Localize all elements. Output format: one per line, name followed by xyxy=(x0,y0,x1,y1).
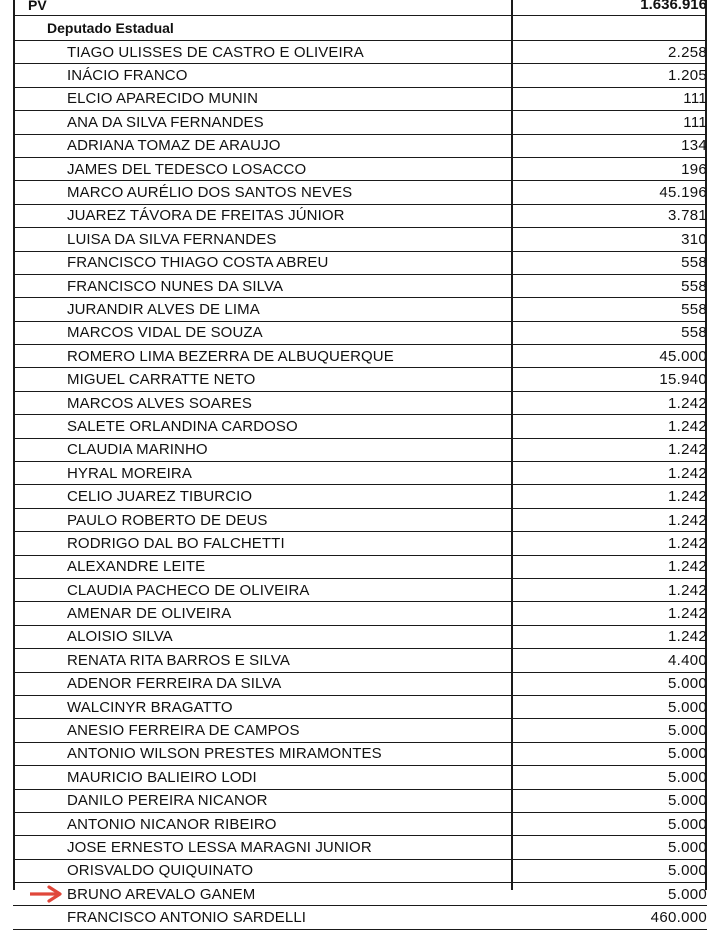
candidate-name: ORISVALDO QUIQUINATO xyxy=(67,862,254,880)
table-row xyxy=(13,321,707,344)
candidate-name: JUAREZ TÁVORA DE FREITAS JÚNIOR xyxy=(67,207,345,225)
donation-value: 558 xyxy=(512,251,707,274)
donation-value: 2.258 xyxy=(512,41,707,64)
candidate-name: ANA DA SILVA FERNANDES xyxy=(67,113,264,131)
table-row xyxy=(13,578,707,601)
candidate-name: CLAUDIA MARINHO xyxy=(67,441,208,459)
donation-value: 1.242 xyxy=(512,415,707,438)
donation-value: 45.196 xyxy=(512,181,707,204)
donation-value: 5.000 xyxy=(512,742,707,765)
candidate-name: RODRIGO DAL BO FALCHETTI xyxy=(67,534,285,552)
candidate-name: FRANCISCO ANTONIO SARDELLI xyxy=(67,909,307,927)
candidate-name: HYRAL MOREIRA xyxy=(67,464,192,482)
donation-value: 558 xyxy=(512,298,707,321)
donation-value: 5.000 xyxy=(512,789,707,812)
donation-value: 134 xyxy=(512,134,707,157)
candidate-name: SALETE ORLANDINA CARDOSO xyxy=(67,417,298,435)
candidate-name: MARCO AURÉLIO DOS SANTOS NEVES xyxy=(67,184,353,202)
table-row xyxy=(13,438,707,461)
candidate-name: ROMERO LIMA BEZERRA DE ALBUQUERQUE xyxy=(67,347,394,365)
donation-value: 310 xyxy=(512,228,707,251)
candidate-name: TIAGO ULISSES DE CASTRO E OLIVEIRA xyxy=(67,43,364,61)
table-row xyxy=(13,368,707,391)
donation-value: 4.400 xyxy=(512,649,707,672)
candidate-name: FRANCISCO THIAGO COSTA ABREU xyxy=(67,254,329,272)
table-row xyxy=(13,789,707,812)
table-row xyxy=(13,391,707,414)
donation-value: 1.205 xyxy=(512,64,707,87)
candidate-name: MARCOS VIDAL DE SOUZA xyxy=(67,324,263,342)
donation-value: 5.000 xyxy=(512,836,707,859)
donation-value: 196 xyxy=(512,157,707,180)
donation-value: 1.242 xyxy=(512,438,707,461)
table-row xyxy=(13,415,707,438)
candidate-name: DANILO PEREIRA NICANOR xyxy=(67,792,268,810)
table-row xyxy=(13,345,707,368)
candidate-name: MARCOS ALVES SOARES xyxy=(67,394,253,412)
table-row xyxy=(13,742,707,765)
table-row xyxy=(13,602,707,625)
candidate-name: ALOISIO SILVA xyxy=(67,628,173,646)
donation-value: 15.940 xyxy=(512,368,707,391)
candidate-name: ELCIO APARECIDO MUNIN xyxy=(67,90,259,108)
table-row xyxy=(13,672,707,695)
table-row xyxy=(13,836,707,859)
donation-value: 111 xyxy=(512,111,707,134)
table-row xyxy=(13,181,707,204)
table-row xyxy=(13,532,707,555)
donation-value: 5.000 xyxy=(512,719,707,742)
candidate-name: ADRIANA TOMAZ DE ARAUJO xyxy=(67,137,281,155)
candidate-name: RENATA RITA BARROS E SILVA xyxy=(67,651,290,669)
table-row xyxy=(13,204,707,227)
table-row xyxy=(13,812,707,835)
donation-value: 5.000 xyxy=(512,766,707,789)
table-row xyxy=(13,719,707,742)
party-name: PV xyxy=(28,0,47,13)
table-row xyxy=(13,508,707,531)
table-row xyxy=(13,883,707,906)
table-row xyxy=(13,462,707,485)
table-row xyxy=(13,695,707,718)
candidate-name: JURANDIR ALVES DE LIMA xyxy=(67,300,260,318)
candidate-name: ANESIO FERREIRA DE CAMPOS xyxy=(67,722,300,740)
category-row xyxy=(13,16,707,41)
donation-value: 1.242 xyxy=(512,555,707,578)
donation-value: 1.242 xyxy=(512,391,707,414)
donation-value: 1.242 xyxy=(512,625,707,648)
donation-value: 3.781 xyxy=(512,204,707,227)
table-row xyxy=(13,41,707,64)
donation-value: 1.242 xyxy=(512,485,707,508)
candidate-name: ADENOR FERREIRA DA SILVA xyxy=(67,675,282,693)
table-row xyxy=(13,555,707,578)
candidate-name: FRANCISCO NUNES DA SILVA xyxy=(67,277,284,295)
donation-value: 1.242 xyxy=(512,578,707,601)
donation-value: 460.000 xyxy=(512,906,707,929)
table-row xyxy=(13,87,707,110)
table-row xyxy=(13,298,707,321)
candidate-name: ANTONIO WILSON PRESTES MIRAMONTES xyxy=(67,745,382,763)
candidate-name: JAMES DEL TEDESCO LOSACCO xyxy=(67,160,307,178)
donation-value: 5.000 xyxy=(512,859,707,882)
table-row xyxy=(13,64,707,87)
table-row xyxy=(13,111,707,134)
table-row xyxy=(13,625,707,648)
donation-value: 1.242 xyxy=(512,462,707,485)
party-total-row xyxy=(13,0,707,16)
candidate-name: INÁCIO FRANCO xyxy=(67,67,188,85)
category-label: Deputado Estadual xyxy=(47,20,174,36)
table-row xyxy=(13,228,707,251)
donation-value: 5.000 xyxy=(512,695,707,718)
table-row xyxy=(13,485,707,508)
candidate-name: AMENAR DE OLIVEIRA xyxy=(67,605,232,623)
donation-value: 45.000 xyxy=(512,345,707,368)
table-row xyxy=(13,859,707,882)
donation-value: 5.000 xyxy=(512,672,707,695)
table-row xyxy=(13,649,707,672)
candidate-name: ANTONIO NICANOR RIBEIRO xyxy=(67,815,277,833)
donation-value: 5.000 xyxy=(512,812,707,835)
table-row xyxy=(13,906,707,929)
donation-value: 1.242 xyxy=(512,602,707,625)
table-row xyxy=(13,274,707,297)
table-row xyxy=(13,157,707,180)
candidate-name: BRUNO AREVALO GANEM xyxy=(67,885,256,903)
candidate-name: MAURICIO BALIEIRO LODI xyxy=(67,768,257,786)
candidate-name: ALEXANDRE LEITE xyxy=(67,558,206,576)
table-row xyxy=(13,766,707,789)
donation-value: 558 xyxy=(512,321,707,344)
party-total-value: 1.636.916 xyxy=(640,0,707,13)
candidate-name: CELIO JUAREZ TIBURCIO xyxy=(67,488,253,506)
table-row xyxy=(13,134,707,157)
donation-value: 5.000 xyxy=(512,883,707,906)
candidate-name: MIGUEL CARRATTE NETO xyxy=(67,371,256,389)
candidate-name: PAULO ROBERTO DE DEUS xyxy=(67,511,268,529)
candidate-name: WALCINYR BRAGATTO xyxy=(67,698,233,716)
red-arrow-icon xyxy=(30,885,66,903)
candidate-name: LUISA DA SILVA FERNANDES xyxy=(67,230,277,248)
table-row xyxy=(13,251,707,274)
donation-value: 558 xyxy=(512,274,707,297)
donation-value: 1.242 xyxy=(512,508,707,531)
donations-table xyxy=(13,0,707,930)
candidate-name: JOSE ERNESTO LESSA MARAGNI JUNIOR xyxy=(67,838,372,856)
donation-value: 111 xyxy=(512,87,707,110)
candidate-name: CLAUDIA PACHECO DE OLIVEIRA xyxy=(67,581,310,599)
donation-value: 1.242 xyxy=(512,532,707,555)
